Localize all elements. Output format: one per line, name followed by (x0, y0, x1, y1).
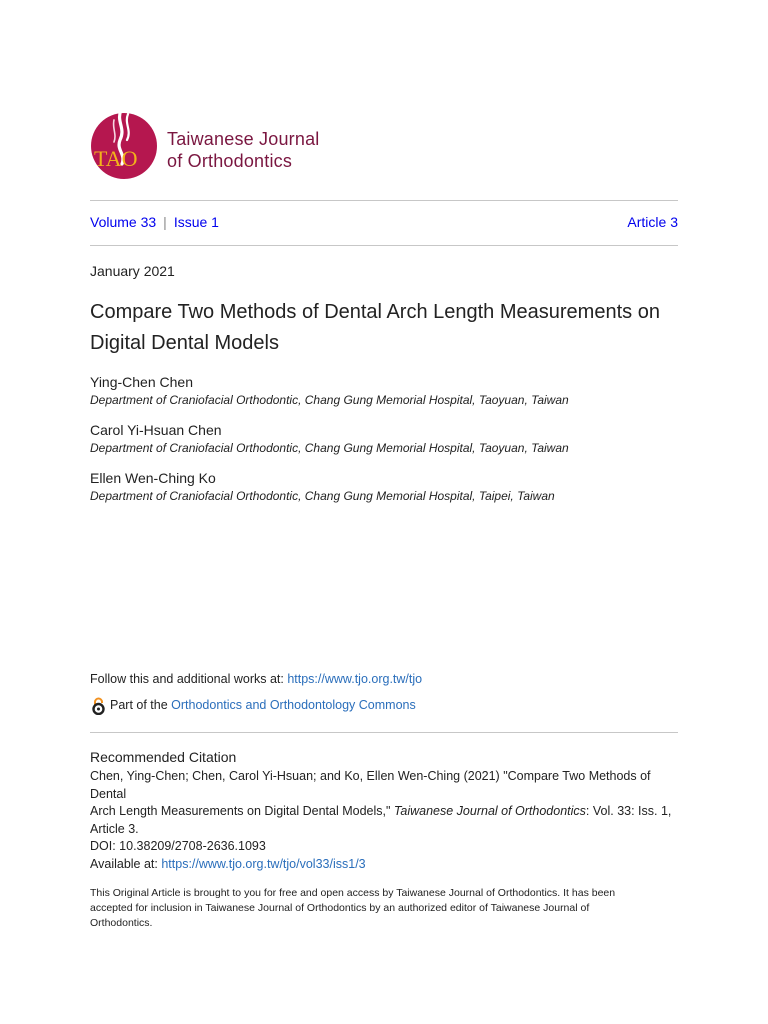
follow-link[interactable]: https://www.tjo.org.tw/tjo (287, 672, 423, 686)
logo-letters: TAO (94, 146, 138, 171)
author-block (90, 470, 690, 504)
open-access-icon (90, 697, 107, 715)
follow-line (90, 672, 422, 686)
follow-text: Follow this and additional works at: (90, 672, 288, 686)
recommended-citation (90, 768, 680, 873)
available-text: Available at: (90, 856, 162, 871)
article-link[interactable]: Article 3 (627, 214, 678, 230)
article-title-line2: Digital Dental Models (90, 332, 279, 354)
citation-line3: Article 3. (90, 821, 139, 836)
volume-link[interactable]: Volume 33 (90, 214, 157, 230)
article-title-line1: Compare Two Methods of Dental Arch Length Measurements on (90, 301, 660, 323)
available-link[interactable]: https://www.tjo.org.tw/tjo/vol33/iss1/3 (161, 856, 366, 871)
author-block (90, 374, 690, 408)
journal-logo-icon (90, 106, 158, 182)
journal-logo[interactable] (90, 106, 330, 184)
journal-name (167, 128, 320, 172)
citation-line2-post: : Vol. 33: Iss. 1, (585, 804, 672, 818)
author-name: Ellen Wen-Ching Ko (90, 470, 216, 486)
author-name: Carol Yi-Hsuan Chen (90, 422, 222, 438)
citation-line1: Chen, Ying-Chen; Chen, Carol Yi-Hsuan; and Ko, Ellen Wen-Ching (2021) "Compare Two Methods of Dental (90, 769, 651, 801)
journal-name-line1: Taiwanese Journal (167, 129, 320, 149)
author-affiliation: Department of Craniofacial Orthodontic, Chang Gung Memorial Hospital, Taoyuan, Taiwan (90, 393, 569, 407)
divider-top (90, 200, 678, 201)
part-of-line (90, 696, 416, 714)
nav-separator: | (163, 214, 167, 230)
publication-date: January 2021 (90, 263, 175, 279)
author-block (90, 422, 690, 456)
citation-line2 (90, 803, 680, 821)
author-affiliation: Department of Craniofacial Orthodontic, Chang Gung Memorial Hospital, Taipei, Taiwan (90, 489, 555, 503)
citation-line2-pre: Arch Length Measurements on Digital Dental Models," (90, 804, 394, 818)
citation-doi: DOI: 10.38209/2708-2636.1093 (90, 839, 266, 853)
author-affiliation: Department of Craniofacial Orthodontic, Chang Gung Memorial Hospital, Taoyuan, Taiwan (90, 441, 569, 455)
citation-journal: Taiwanese Journal of Orthodontics (393, 804, 586, 818)
issue-nav (90, 214, 678, 234)
commons-link[interactable]: Orthodontics and Orthodontology Commons (171, 698, 416, 712)
journal-name-line2: of Orthodontics (167, 151, 293, 171)
divider-citation (90, 732, 678, 733)
issue-link[interactable]: Issue 1 (173, 214, 219, 230)
open-access-note (90, 886, 670, 931)
footer-note-line1: This Original Article is brought to you for free and open access by Taiwanese Journal of Orthodontics. It has been (90, 887, 616, 899)
divider-issue (90, 245, 678, 246)
footer-note-line3: Orthodontics. (90, 917, 153, 929)
article-title (90, 297, 680, 359)
citation-available (90, 856, 680, 874)
recommended-citation-heading: Recommended Citation (90, 749, 237, 765)
author-name: Ying-Chen Chen (90, 374, 193, 390)
footer-note-line2: accepted for inclusion in Taiwanese Journal of Orthodontics by an authorized editor of Taiwanese Journal of (90, 902, 590, 914)
part-of-text: Part of the (110, 698, 172, 712)
